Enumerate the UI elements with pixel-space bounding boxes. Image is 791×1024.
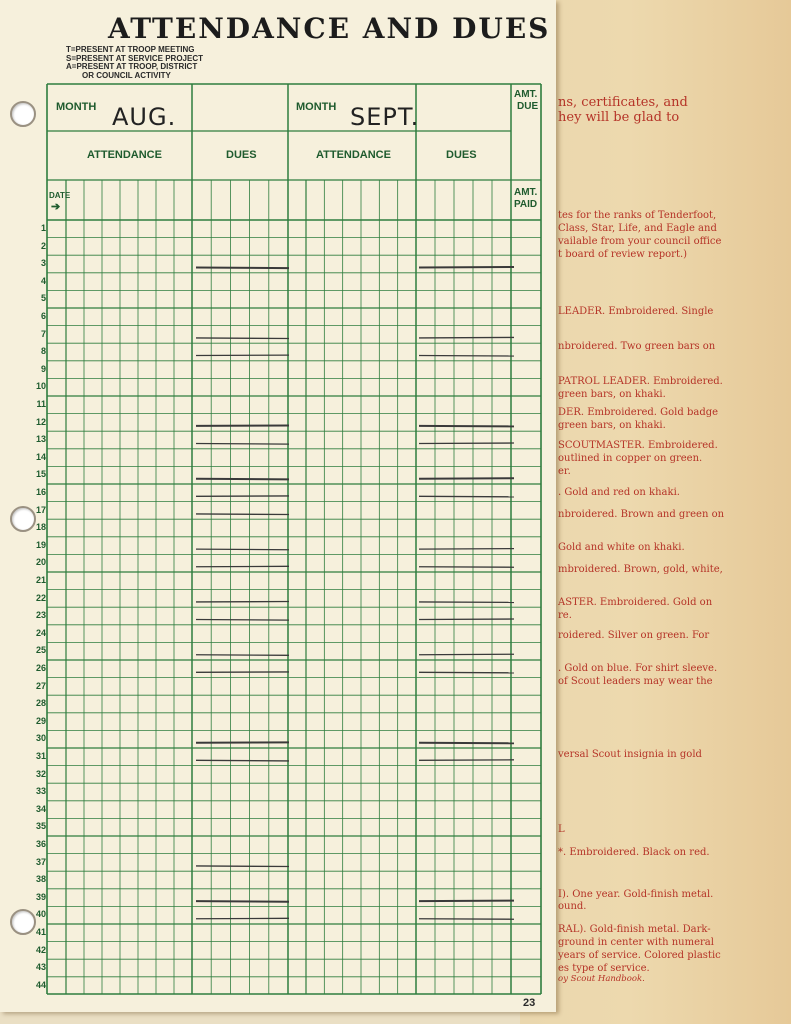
- date-arrow-icon: ➔: [51, 201, 61, 213]
- month-label-1: MONTH: [56, 101, 97, 113]
- row-number: 42: [35, 944, 46, 955]
- dues-pencil-mark: [419, 267, 514, 268]
- facing-page-line: RAL). Gold-finish metal. Dark-: [558, 924, 711, 935]
- facing-page-line: Gold and white on khaki.: [558, 542, 685, 553]
- row-number: 10: [35, 381, 46, 392]
- facing-page-line: of Scout leaders may wear the: [558, 676, 713, 687]
- dues-pencil-mark: [196, 514, 289, 515]
- facing-page-line: tes for the ranks of Tenderfoot,: [558, 210, 717, 221]
- amt-due-label-1: AMT.: [514, 89, 538, 100]
- dues-pencil-mark: [196, 866, 289, 867]
- facing-page-line: er.: [558, 466, 571, 477]
- row-number: 15: [35, 469, 46, 480]
- row-number: 13: [35, 434, 46, 445]
- dues-pencil-mark: [196, 444, 289, 445]
- dues-pencil-mark: [419, 426, 514, 427]
- legend-item-a: A=PRESENT AT TROOP, DISTRICT: [66, 62, 198, 71]
- row-number: 9: [40, 363, 46, 374]
- facing-page-line: oy Scout Handbook.: [558, 974, 645, 984]
- legend-item-t: T=PRESENT AT TROOP MEETING: [66, 45, 195, 54]
- facing-page-line: DER. Embroidered. Gold badge: [558, 407, 719, 418]
- dues-header-2: DUES: [446, 149, 477, 161]
- row-number: 12: [35, 416, 46, 427]
- row-number: 18: [35, 522, 46, 533]
- dues-pencil-mark: [419, 743, 514, 744]
- row-number: 29: [35, 715, 46, 726]
- row-number: 19: [35, 539, 46, 550]
- page-title: ATTENDANCE AND DUES: [108, 12, 551, 45]
- attendance-header-2: ATTENDANCE: [316, 149, 391, 161]
- date-label: DATE: [49, 191, 71, 200]
- page-number: 23: [523, 997, 536, 1009]
- month-label-2: MONTH: [296, 101, 337, 113]
- legend-item-s: S=PRESENT AT SERVICE PROJECT: [66, 53, 203, 63]
- row-number: 6: [40, 311, 46, 321]
- row-number: 20: [35, 557, 46, 568]
- dues-pencil-mark: [419, 654, 514, 655]
- dues-pencil-mark: [419, 901, 514, 902]
- dues-pencil-mark: [419, 496, 514, 497]
- row-number: 39: [35, 891, 46, 902]
- dues-pencil-mark: [196, 655, 289, 656]
- facing-page-line: I). One year. Gold-finish metal.: [558, 889, 714, 900]
- facing-page-line: nbroidered. Two green bars on: [558, 341, 716, 352]
- row-number: 3: [40, 258, 46, 269]
- facing-page-line: LEADER. Embroidered. Single: [558, 306, 714, 317]
- facing-page-line: . Gold on blue. For shirt sleeve.: [558, 663, 718, 674]
- row-number: 27: [35, 680, 46, 691]
- dues-pencil-mark: [196, 901, 289, 902]
- facing-page-line: ASTER. Embroidered. Gold on: [558, 597, 713, 608]
- row-number: 36: [35, 839, 46, 849]
- dues-pencil-mark: [419, 549, 514, 550]
- dues-pencil-mark: [419, 356, 514, 357]
- amt-paid-label-2: PAID: [514, 199, 538, 210]
- facing-page-line: PATROL LEADER. Embroidered.: [558, 376, 723, 387]
- facing-page-line: roidered. Silver on green. For: [558, 630, 710, 641]
- row-number: 16: [35, 487, 46, 497]
- dues-pencil-mark: [196, 268, 289, 269]
- row-number: 4: [40, 275, 46, 286]
- facing-page-line: green bars, on khaki.: [558, 389, 666, 400]
- facing-page-line: t board of review report.): [558, 249, 688, 260]
- dues-pencil-mark: [196, 549, 289, 550]
- dues-pencil-mark: [419, 602, 514, 603]
- facing-page-line: nbroidered. Brown and green on: [558, 509, 725, 520]
- dues-pencil-mark: [419, 760, 514, 761]
- facing-page-line: *. Embroidered. Black on red.: [558, 847, 710, 858]
- amt-due-label-2: DUE: [517, 101, 539, 112]
- row-number: 22: [35, 592, 46, 603]
- facing-page-line: mbroidered. Brown, gold, white,: [558, 564, 723, 575]
- facing-page-line: years of service. Colored plastic: [558, 950, 721, 961]
- row-number: 30: [35, 733, 46, 744]
- facing-page-line: hey will be glad to: [558, 110, 680, 125]
- row-number: 37: [35, 856, 46, 867]
- dues-pencil-mark: [419, 919, 514, 920]
- facing-page-line: green bars, on khaki.: [558, 420, 666, 431]
- facing-page-line: versal Scout insignia in gold: [558, 749, 702, 760]
- dues-pencil-mark: [419, 567, 514, 568]
- row-number: 2: [40, 240, 46, 251]
- dues-pencil-mark: [419, 443, 514, 444]
- facing-page-line: ground in center with numeral: [558, 937, 714, 948]
- row-number: 44: [35, 979, 46, 990]
- row-number: 32: [35, 768, 46, 779]
- dues-pencil-mark: [196, 760, 289, 761]
- dues-pencil-mark: [196, 620, 289, 621]
- facing-page-line: vailable from your council office: [558, 236, 722, 247]
- row-number: 23: [35, 610, 46, 621]
- row-number: 31: [35, 751, 46, 761]
- dues-header-1: DUES: [226, 149, 257, 161]
- row-number: 34: [35, 803, 46, 814]
- amt-paid-label-1: AMT.: [514, 187, 538, 198]
- attendance-header-1: ATTENDANCE: [87, 149, 162, 161]
- row-number: 1: [40, 223, 46, 233]
- dues-pencil-mark: [419, 478, 514, 479]
- row-number: 8: [40, 346, 46, 357]
- legend-item-a-cont: OR COUNCIL ACTIVITY: [82, 70, 171, 80]
- row-number: 14: [35, 451, 46, 462]
- facing-page-line: . Gold and red on khaki.: [558, 487, 680, 498]
- row-number: 35: [35, 821, 46, 832]
- row-number: 41: [35, 927, 46, 937]
- facing-page-line: re.: [558, 610, 572, 621]
- row-number: 11: [36, 399, 46, 409]
- row-number: 33: [35, 786, 46, 797]
- facing-page-line: SCOUTMASTER. Embroidered.: [558, 440, 718, 451]
- dues-pencil-mark: [419, 337, 514, 338]
- dues-pencil-mark: [419, 619, 514, 620]
- dues-pencil-mark: [196, 338, 289, 339]
- facing-page-line: es type of service.: [558, 963, 650, 974]
- row-number: 38: [35, 874, 46, 885]
- row-number: 25: [35, 645, 46, 656]
- row-number: 24: [35, 627, 46, 638]
- row-number: 5: [40, 293, 46, 304]
- row-number: 7: [40, 328, 46, 339]
- facing-page-line: ound.: [558, 901, 587, 912]
- facing-page-line: Class, Star, Life, and Eagle and: [558, 223, 717, 234]
- row-number: 26: [35, 663, 46, 673]
- month-value-2[interactable]: SEPT.: [350, 103, 420, 131]
- row-number: 28: [35, 698, 46, 709]
- dues-pencil-mark: [196, 479, 289, 480]
- row-number: 17: [35, 504, 46, 515]
- facing-page-line: ns, certificates, and: [558, 95, 688, 110]
- facing-page-line: L: [558, 824, 565, 835]
- month-value-1[interactable]: AUG.: [112, 103, 177, 131]
- row-number: 21: [35, 575, 46, 585]
- dues-pencil-mark: [419, 672, 514, 673]
- facing-page-line: outlined in copper on green.: [558, 453, 703, 464]
- row-number: 43: [35, 962, 46, 973]
- row-number: 40: [35, 909, 46, 920]
